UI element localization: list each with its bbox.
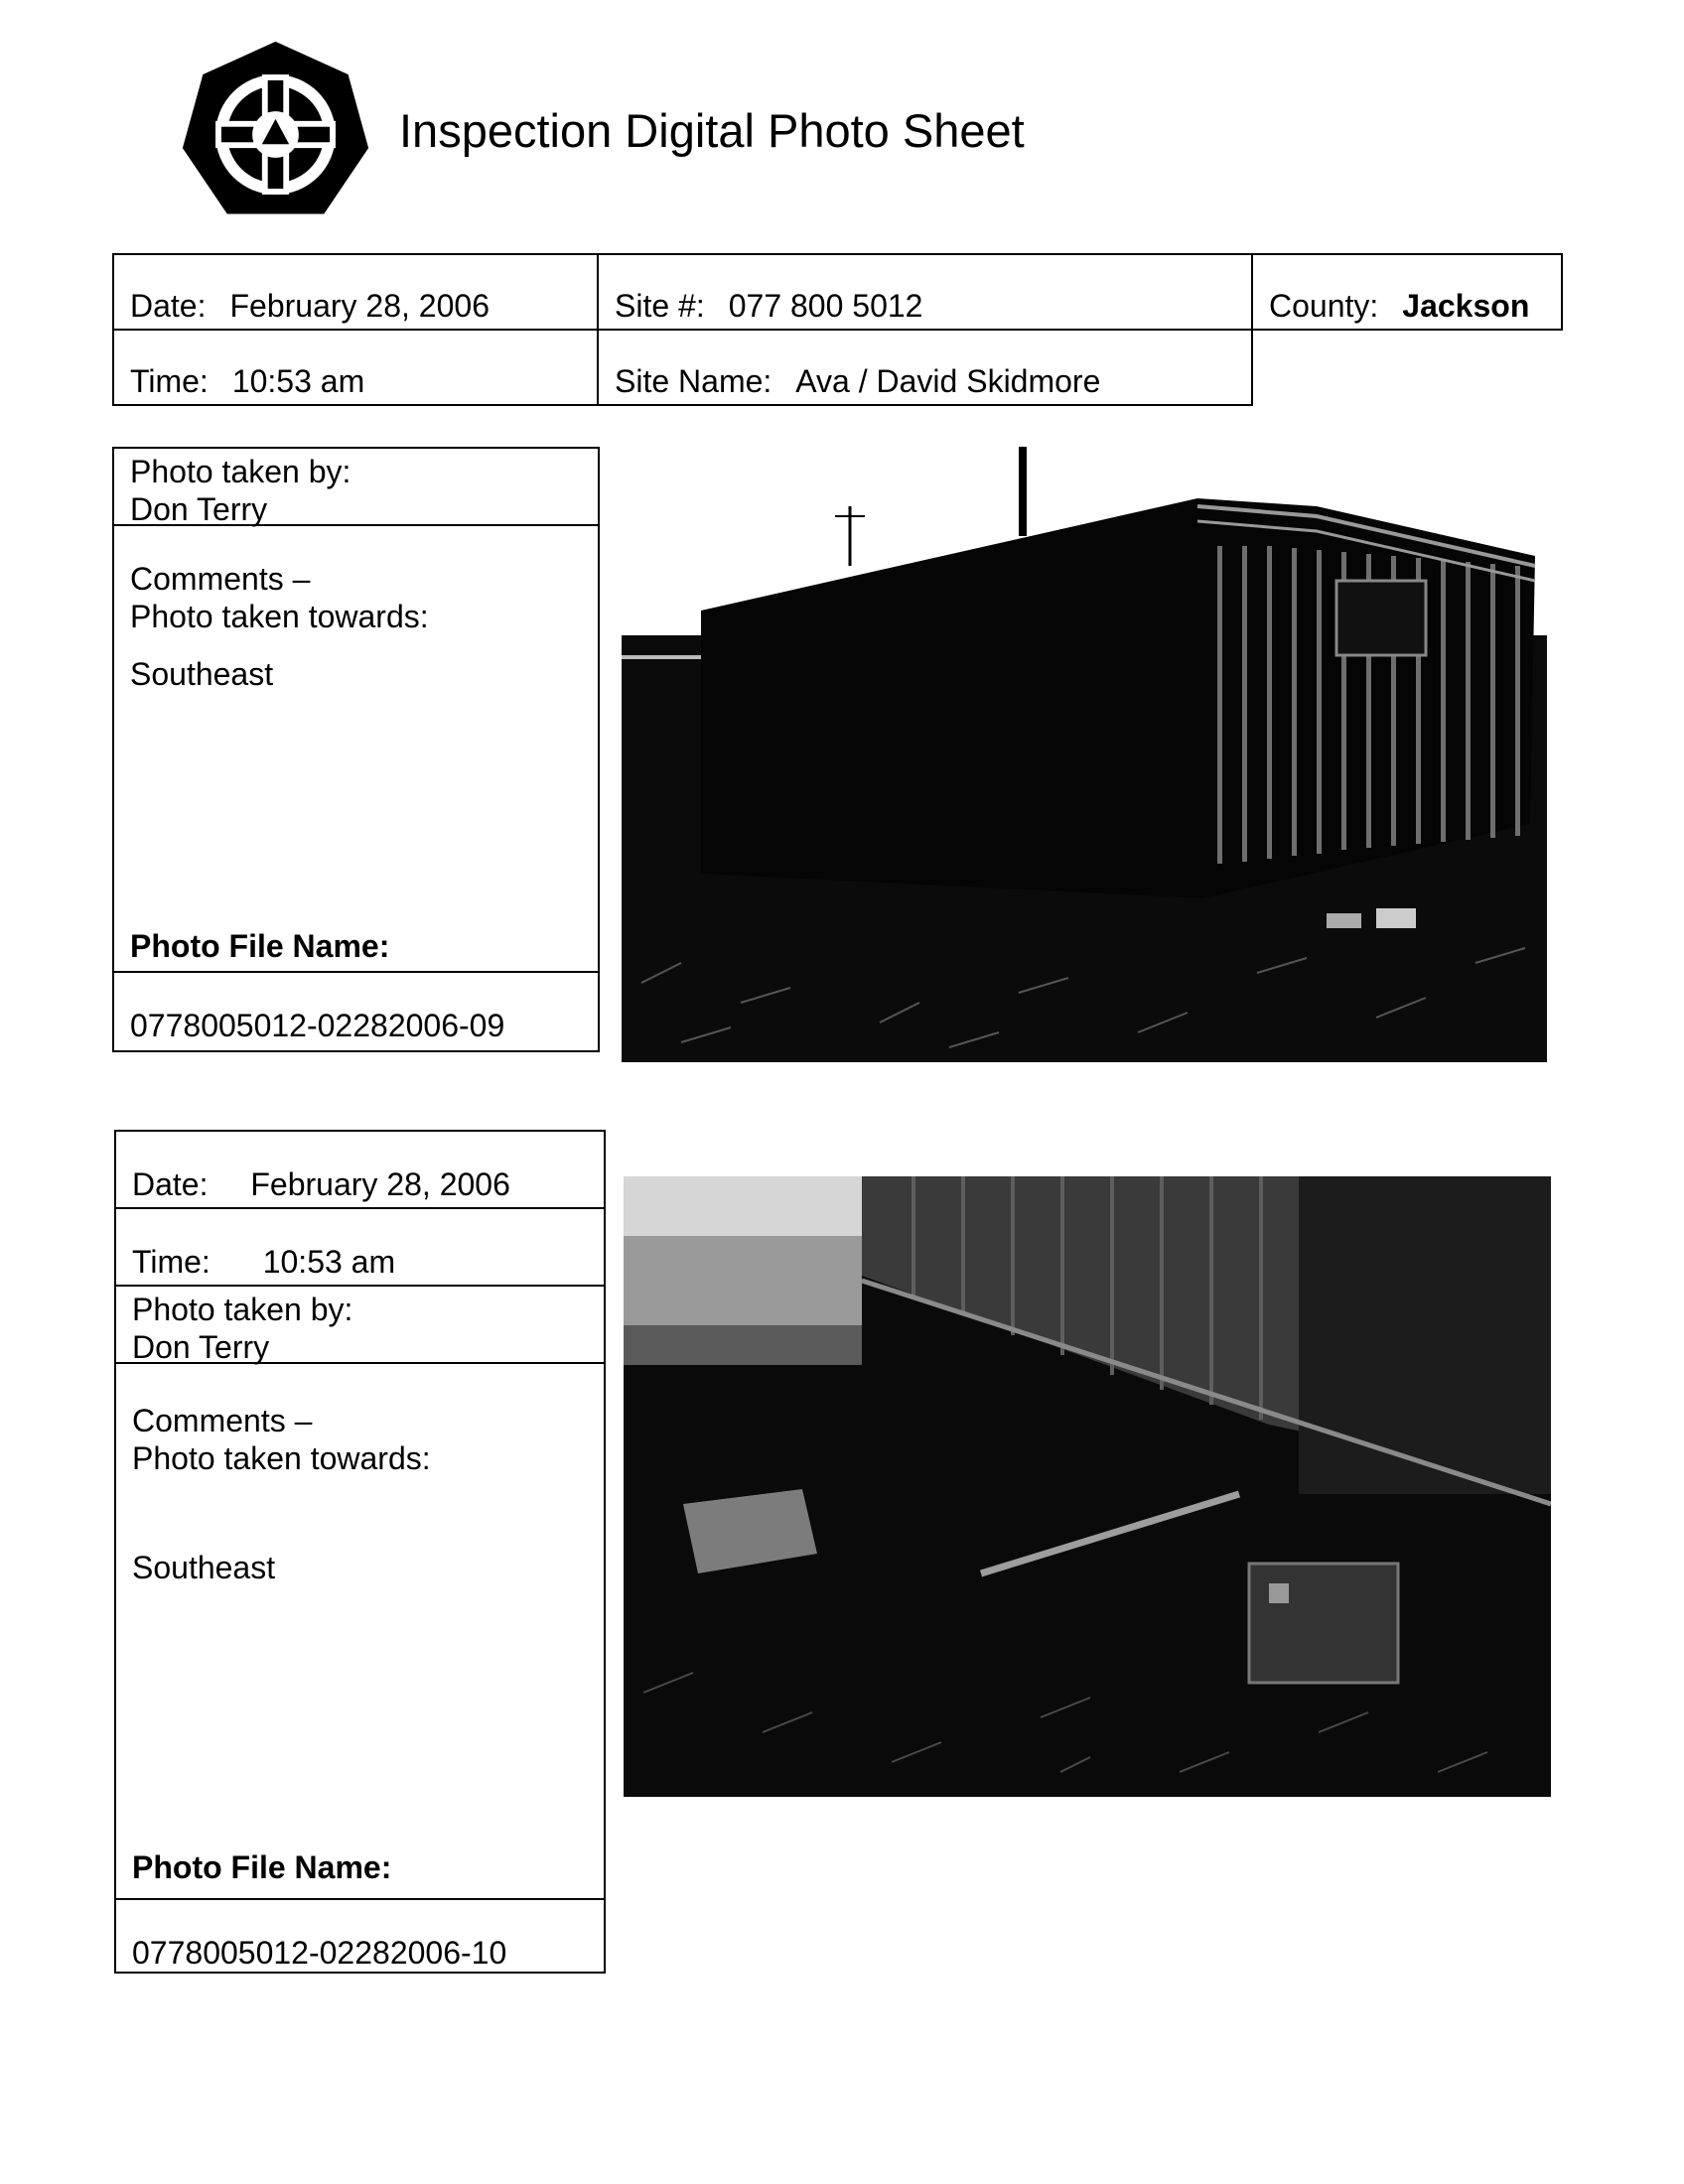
photo2-date-row <box>116 1132 604 1209</box>
photo2-taken-by-label: Photo taken by: <box>132 1292 353 1327</box>
photo2-time-value: 10:53 am <box>262 1244 396 1280</box>
date-label: Date: <box>130 288 207 324</box>
photo1-direction: Southeast <box>130 656 274 692</box>
photo2-file-name-row <box>116 1900 604 1976</box>
date-cell <box>112 253 599 331</box>
photo2-comments-row <box>116 1364 604 1900</box>
photo2-info-box <box>114 1130 606 1974</box>
photo2-date-label: Date: <box>132 1166 209 1202</box>
photo2-taken-by-row <box>116 1287 604 1364</box>
photo1-comments-row <box>114 526 598 973</box>
site-number-cell <box>597 253 1253 331</box>
time-label: Time: <box>130 363 209 399</box>
county-value: Jackson <box>1402 288 1530 324</box>
site-name-cell <box>597 329 1253 406</box>
photo2-time-row <box>116 1209 604 1287</box>
photo2-file-name-label: Photo File Name: <box>132 1849 392 1885</box>
photo1-taken-by-label: Photo taken by: <box>130 454 351 489</box>
site-number-label: Site #: <box>615 288 705 324</box>
photo1-taken-by-row <box>114 449 598 526</box>
site-name-value: Ava / David Skidmore <box>795 363 1101 399</box>
county-label: County: <box>1269 288 1379 324</box>
photo2-towards-label: Photo taken towards: <box>132 1440 431 1476</box>
site-name-label: Site Name: <box>615 363 772 399</box>
site-number-value: 077 800 5012 <box>728 288 923 324</box>
photo2-date-value: February 28, 2006 <box>250 1166 510 1202</box>
page-title: Inspection Digital Photo Sheet <box>399 104 1025 157</box>
inspection-photo-2 <box>624 1176 1551 1797</box>
photo2-time-label: Time: <box>132 1244 210 1280</box>
photo1-file-name: 0778005012-02282006-09 <box>130 1008 505 1043</box>
time-cell <box>112 329 599 406</box>
date-value: February 28, 2006 <box>229 288 490 324</box>
photo2-direction: Southeast <box>132 1550 276 1585</box>
agency-logo <box>179 38 372 231</box>
photo1-comments-label: Comments – <box>130 561 311 597</box>
photo1-towards-label: Photo taken towards: <box>130 599 429 634</box>
photo1-info-box <box>112 447 600 1052</box>
time-value: 10:53 am <box>231 363 365 399</box>
photo2-taken-by-value: Don Terry <box>132 1329 270 1365</box>
photo1-file-name-label: Photo File Name: <box>130 928 390 964</box>
photo1-file-name-row <box>114 973 598 1050</box>
county-cell <box>1251 253 1563 331</box>
photo1-taken-by-value: Don Terry <box>130 491 268 527</box>
photo2-file-name: 0778005012-02282006-10 <box>132 1935 507 1971</box>
photo2-comments-label: Comments – <box>132 1403 313 1438</box>
inspection-photo-1 <box>622 447 1547 1062</box>
